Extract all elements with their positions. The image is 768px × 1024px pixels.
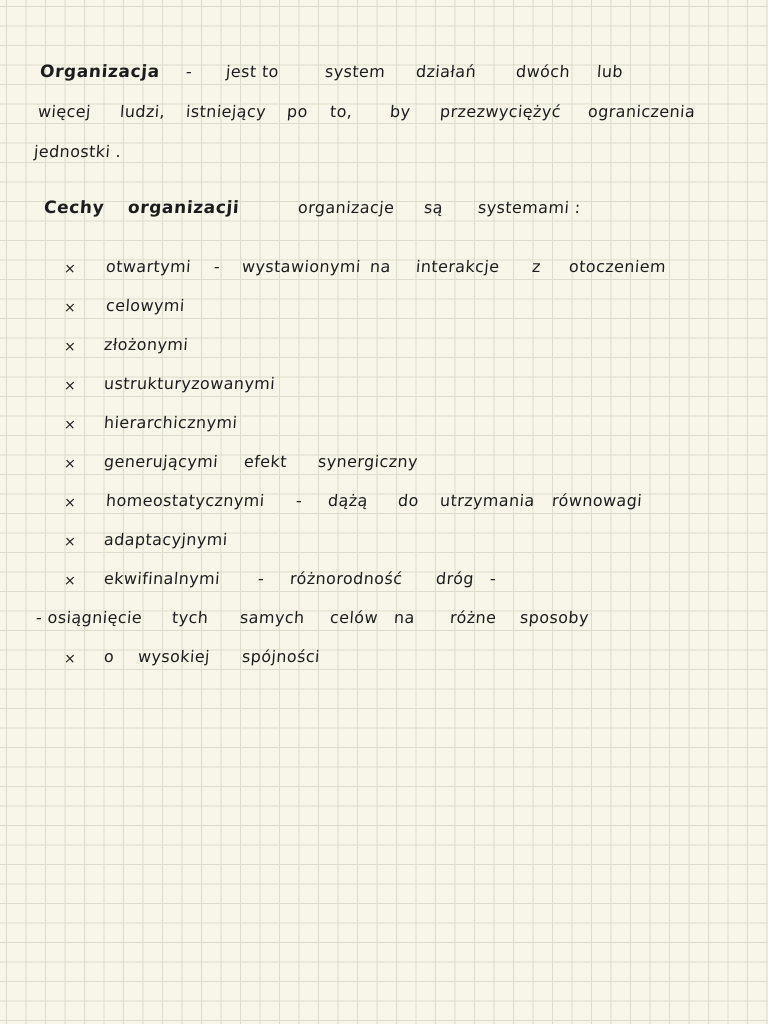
- word: - osiągnięcie: [35, 608, 143, 627]
- word: ograniczenia: [587, 102, 696, 121]
- word: złożonymi: [103, 335, 189, 354]
- list-item: [0, 413, 768, 445]
- word: system: [324, 62, 386, 81]
- list-item: [0, 374, 768, 406]
- definition-line-3: [0, 142, 768, 174]
- word: -: [185, 62, 193, 81]
- word: homeostatycznymi: [105, 491, 266, 510]
- word: hierarchicznymi: [103, 413, 238, 432]
- word: synergiczny: [317, 452, 419, 471]
- word: na: [369, 257, 392, 276]
- word: przezwyciężyć: [439, 102, 562, 121]
- features-heading: [0, 198, 768, 230]
- word: równowagi: [551, 491, 643, 510]
- heading-word: organizacji: [127, 198, 241, 218]
- word: -: [295, 491, 303, 510]
- word: -: [213, 257, 221, 276]
- bullet-cross-icon: ×: [63, 378, 77, 394]
- word: generującymi: [103, 452, 219, 471]
- word: więcej: [37, 102, 92, 121]
- list-item: [0, 491, 768, 523]
- word: wysokiej: [137, 647, 211, 666]
- heading-word: są: [423, 198, 444, 217]
- heading-word: organizacje: [297, 198, 396, 217]
- bullet-cross-icon: ×: [63, 261, 77, 277]
- word: jednostki .: [33, 142, 122, 161]
- continuation-line: [0, 608, 768, 640]
- bullet-cross-icon: ×: [63, 300, 77, 316]
- definition-line-1: [0, 62, 768, 94]
- bullet-cross-icon: ×: [63, 456, 77, 472]
- word: by: [389, 102, 412, 121]
- word: ekwifinalnymi: [103, 569, 221, 588]
- bullet-cross-icon: ×: [63, 417, 77, 433]
- word: spójności: [241, 647, 321, 666]
- word: interakcje: [415, 257, 501, 276]
- word: na: [393, 608, 416, 627]
- word: samych: [239, 608, 306, 627]
- list-item: [0, 647, 768, 679]
- word: ustrukturyzowanymi: [103, 374, 276, 393]
- word: -: [489, 569, 497, 588]
- word: efekt: [243, 452, 288, 471]
- bullet-cross-icon: ×: [63, 495, 77, 511]
- word: różne: [449, 608, 498, 627]
- word: o: [103, 647, 115, 666]
- word: dążą: [327, 491, 369, 510]
- word: lub: [596, 62, 624, 81]
- word: dróg: [435, 569, 475, 588]
- heading-word: systemami :: [477, 198, 582, 217]
- word: utrzymania: [439, 491, 536, 510]
- word: wystawionymi: [241, 257, 362, 276]
- bullet-cross-icon: ×: [63, 651, 77, 667]
- bullet-cross-icon: ×: [63, 534, 77, 550]
- word: ludzi,: [119, 102, 166, 121]
- word: do: [397, 491, 420, 510]
- word: tych: [171, 608, 209, 627]
- word: sposoby: [519, 608, 590, 627]
- term-organizacja: Organizacja: [39, 62, 161, 82]
- word: celowymi: [105, 296, 186, 315]
- word: różnorodność: [289, 569, 404, 588]
- word: po: [286, 102, 309, 121]
- heading-word: Cechy: [43, 198, 105, 218]
- word: adaptacyjnymi: [103, 530, 229, 549]
- word: -: [257, 569, 265, 588]
- definition-line-2: [0, 102, 768, 134]
- list-item: [0, 452, 768, 484]
- list-item: [0, 296, 768, 328]
- list-item: [0, 257, 768, 289]
- list-item: [0, 335, 768, 367]
- word: działań: [415, 62, 477, 81]
- word: istniejący: [185, 102, 267, 121]
- bullet-cross-icon: ×: [63, 573, 77, 589]
- list-item: [0, 569, 768, 601]
- word: to,: [329, 102, 354, 121]
- list-item: [0, 530, 768, 562]
- bullet-cross-icon: ×: [63, 339, 77, 355]
- word: otoczeniem: [568, 257, 667, 276]
- word: jest to: [225, 62, 280, 81]
- word: dwóch: [515, 62, 571, 81]
- word: z: [531, 257, 542, 276]
- word: otwartymi: [105, 257, 192, 276]
- word: celów: [329, 608, 379, 627]
